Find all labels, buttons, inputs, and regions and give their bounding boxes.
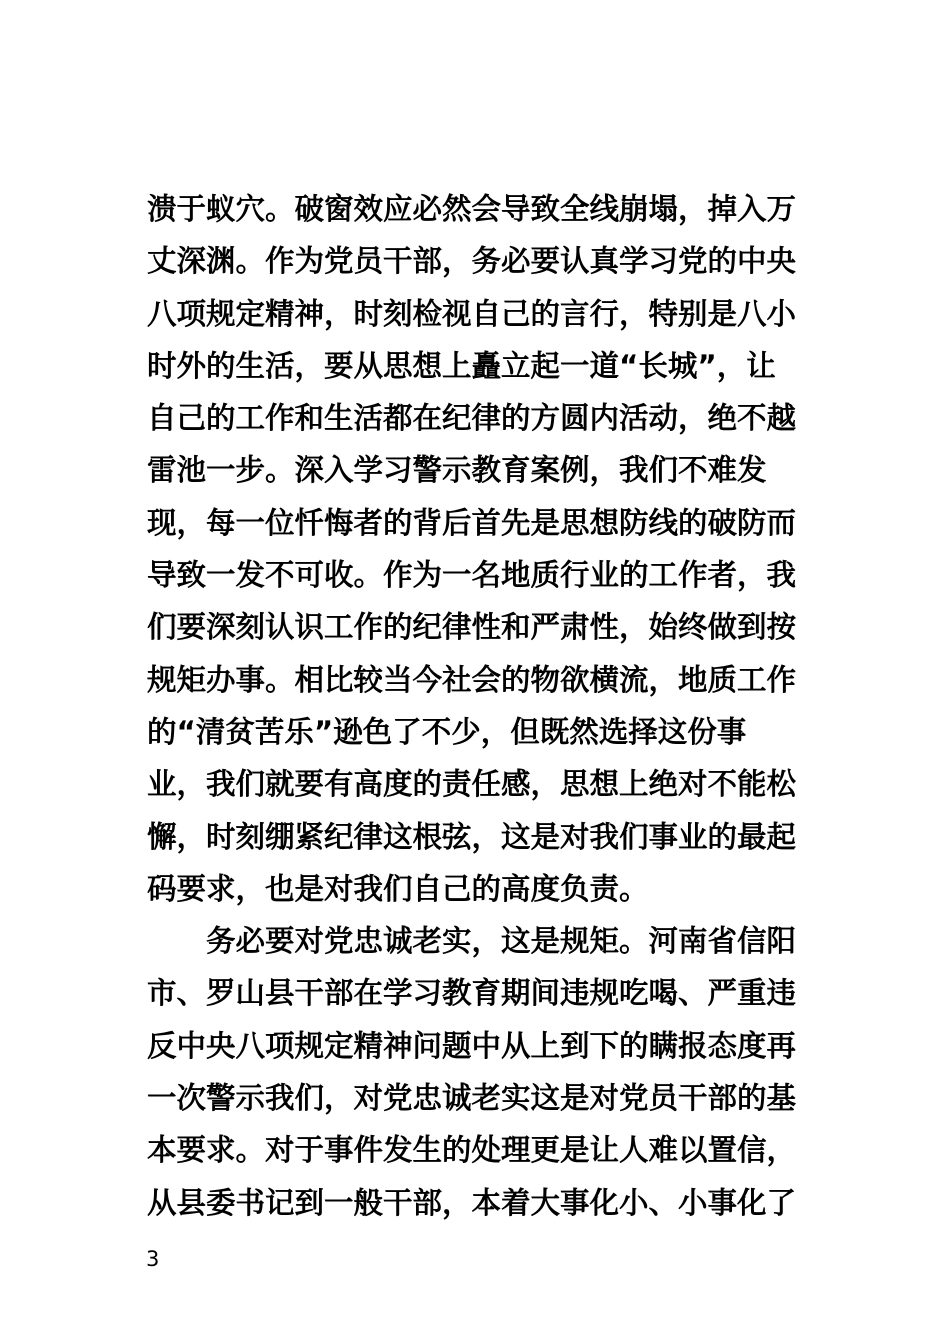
text-line: 自己的工作和生活都在纪律的方圆内活动，绝不越 [147,401,797,436]
text-line: 业，我们就要有高度的责任感，思想上绝对不能松 [147,767,797,802]
page-number: 3 [146,1247,160,1271]
text-line: 市、罗山县干部在学习教育期间违规吃喝、严重违 [147,976,797,1011]
text-line: 反中央八项规定精神问题中从上到下的瞒报态度再 [147,1028,797,1063]
text-line: 八项规定精神，时刻检视自己的言行，特别是八小 [147,296,797,331]
text-line: 从县委书记到一般干部，本着大事化小、小事化了 [147,1185,797,1220]
text-line: 导致一发不可收。作为一名地质行业的工作者，我 [147,558,797,593]
text-line: 的“清贫苦乐”逊色了不少，但既然选择这份事 [147,714,747,749]
text-line: 们要深刻认识工作的纪律性和严肃性，始终做到按 [147,610,797,645]
paragraph-start-line: 务必要对党忠诚老实，这是规矩。河南省信阳 [206,924,797,959]
text-line: 规矩办事。相比较当今社会的物欲横流，地质工作 [147,662,797,697]
text-line: 码要求，也是对我们自己的高度负责。 [147,871,649,906]
text-line: 一次警示我们，对党忠诚老实这是对党员干部的基 [147,1081,797,1116]
text-line: 雷池一步。深入学习警示教育案例，我们不难发 [147,453,767,488]
text-line: 懈，时刻绷紧纪律这根弦，这是对我们事业的最起 [147,819,797,854]
text-line: 现，每一位忏悔者的背后首先是思想防线的破防而 [147,505,797,540]
text-line: 丈深渊。作为党员干部，务必要认真学习党的中央 [147,244,797,279]
text-line: 本要求。对于事件发生的处理更是让人难以置信， [147,1133,797,1168]
text-line: 溃于蚁穴。破窗效应必然会导致全线崩塌，掉入万 [147,192,797,226]
body-text [147,183,807,1229]
text-line: 时外的生活，要从思想上矗立起一道“长城”，让 [147,348,776,383]
